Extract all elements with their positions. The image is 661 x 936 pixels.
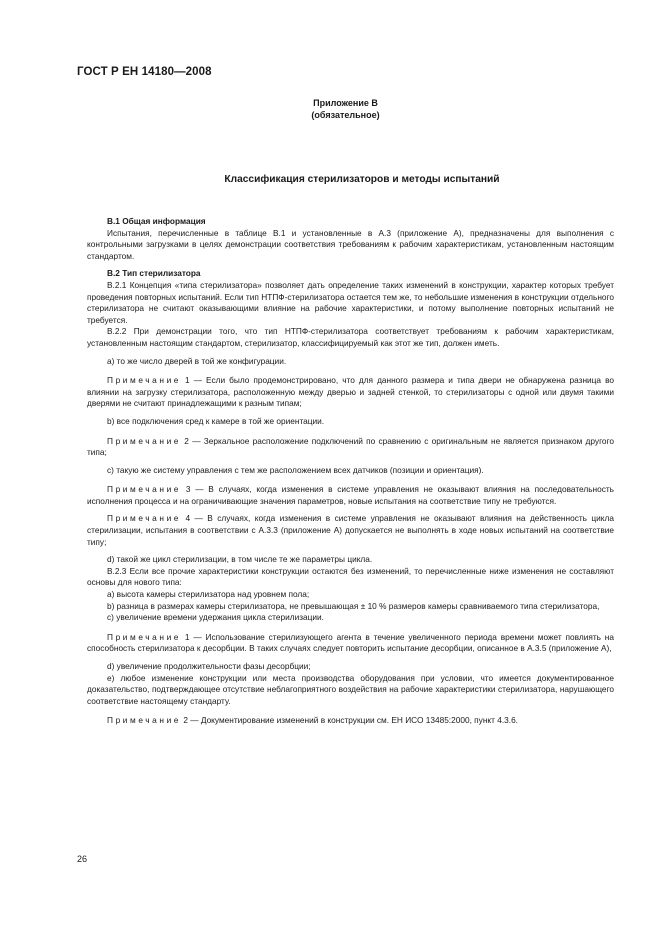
list-item-d1: d) такой же цикл стерилизации, в том числе те же параметры цикла.: [107, 554, 373, 565]
clause-b23: В.2.3 Если все прочие характеристики конструкции остаются без изменений, то перечисленные ниже изменения не составляют основы для нового типа:: [87, 565, 614, 588]
note-label: Примечание: [107, 435, 182, 446]
section-b1-heading: В.1 Общая информация: [107, 216, 206, 226]
list-item-c1: с) такую же систему управления с тем же расположением всех датчиков (позиции и ориентация).: [107, 464, 484, 475]
section-b1-text: Испытания, перечисленные в таблице В.1 и установленные в А.3 (приложение А), предназначены для выполнения с контрольными загрузками в целях демонстрации соответствия требованиям к рабочим характеристикам, установленным настоящим стандартом.: [87, 227, 614, 261]
annex-title: Приложение В: [313, 98, 378, 108]
note-text: 1 — Если было продемонстрировано, что для данного размера и типа двери не обнаружена разница во влиянии на загрузку стерилизатора, расположенную между дверью и задней стенкой, то стерилизаторы с одной или двумя такими дверями не считают принадлежащими к разным типам;: [87, 375, 614, 409]
note-2: [87, 436, 614, 459]
page-number: 26: [77, 854, 88, 864]
note-label: Примечание: [107, 375, 182, 386]
note-label: Примечание: [107, 715, 182, 726]
list-item-c2: с) увеличение времени удержания цикла стерилизации.: [107, 612, 324, 623]
clause-b22: В.2.2 При демонстрации того, что тип НТПФ-стерилизатора соответствует требованиям к рабочим характеристикам, установленным настоящим стандартом, стерилизатор, классифицируемый как этот же тип, должен иметь.: [87, 326, 614, 348]
note-text: 1 — Использование стерилизующего агента в течение увеличенного периода времени может повлиять на способность стерилизатора к десорбции. В таких случаях следует повторить испытание десорбции, описанное в А.3.5 (приложение А),: [87, 631, 614, 654]
list-item-b2: b) разница в размерах камеры стерилизатора, не превышающая ± 10 % размеров камеры сравниваемого типа стерилизатора,: [107, 600, 600, 611]
list-item-d2: d) увеличение продолжительности фазы десорбции;: [107, 661, 311, 671]
clause-b21: В.2.1 Концепция «типа стерилизатора» позволяет дать определение таких изменений в конструкции, характер которых требует проведения повторных испытаний. Если тип НТПФ-стерилизатора остается тем же, то небольшие изменения в конструкции отдельного стерилизатора не считают оказывающими влияние на рабочие характеристики, и потому выполнение повторных испытаний не требуется.: [87, 279, 614, 325]
list-item-b1: b) все подключения сред к камере в той же ориентации.: [107, 415, 325, 426]
note-4: [87, 513, 614, 548]
section-b2-heading: В.2 Тип стерилизатора: [107, 268, 201, 279]
note-text: 3 — В случаях, когда изменения в системе управления не оказывают влияния на последовательность исполнения процесса и на ограничивающие значения параметров, новые испытания на соответствие типу не требуются.: [87, 484, 614, 506]
note-label: Примечание: [107, 631, 182, 642]
list-item-a2: а) высота камеры стерилизатора над уровнем пола;: [107, 589, 310, 600]
note-label: Примечание: [107, 513, 182, 524]
note-3: [87, 484, 614, 507]
page-title: Классификация стерилизаторов и методы испытаний: [224, 174, 500, 185]
annex-heading: [0, 97, 661, 121]
note-5: [87, 632, 614, 655]
note-text: 2 — Документирование изменений в конструкции см. ЕН ИСО 13485:2000, пункт 4.3.6.: [181, 715, 518, 726]
note-text: 2 — Зеркальное расположение подключений по сравнению с оригинальным не является признаком другого типа;: [87, 435, 614, 458]
note-6: [87, 715, 614, 727]
annex-status: (обязательное): [311, 110, 380, 120]
list-item-a1: а) то же число дверей в той же конфигурации.: [107, 355, 287, 366]
document-code: ГОСТ Р ЕН 14180—2008: [77, 66, 212, 78]
note-1: [87, 375, 614, 410]
document-body: [87, 216, 614, 727]
list-item-e2: е) любое изменение конструкции или места производства оборудования при условии, что имеется документированное доказательство, подтверждающее отсутствие неблагоприятного воздействия на рабочие характеристики стерилизатора, нарушающего соответствие настоящему стандарту.: [87, 672, 614, 706]
note-label: Примечание: [107, 484, 182, 495]
note-text: 4 — В случаях, когда изменения в системе управления не оказывают влияния на действенность цикла стерилизации, испытания в соответствии с А.3.3 (приложение А) допускается не выполнять в ходе новых испытаний на соответствие типу;: [87, 513, 614, 547]
